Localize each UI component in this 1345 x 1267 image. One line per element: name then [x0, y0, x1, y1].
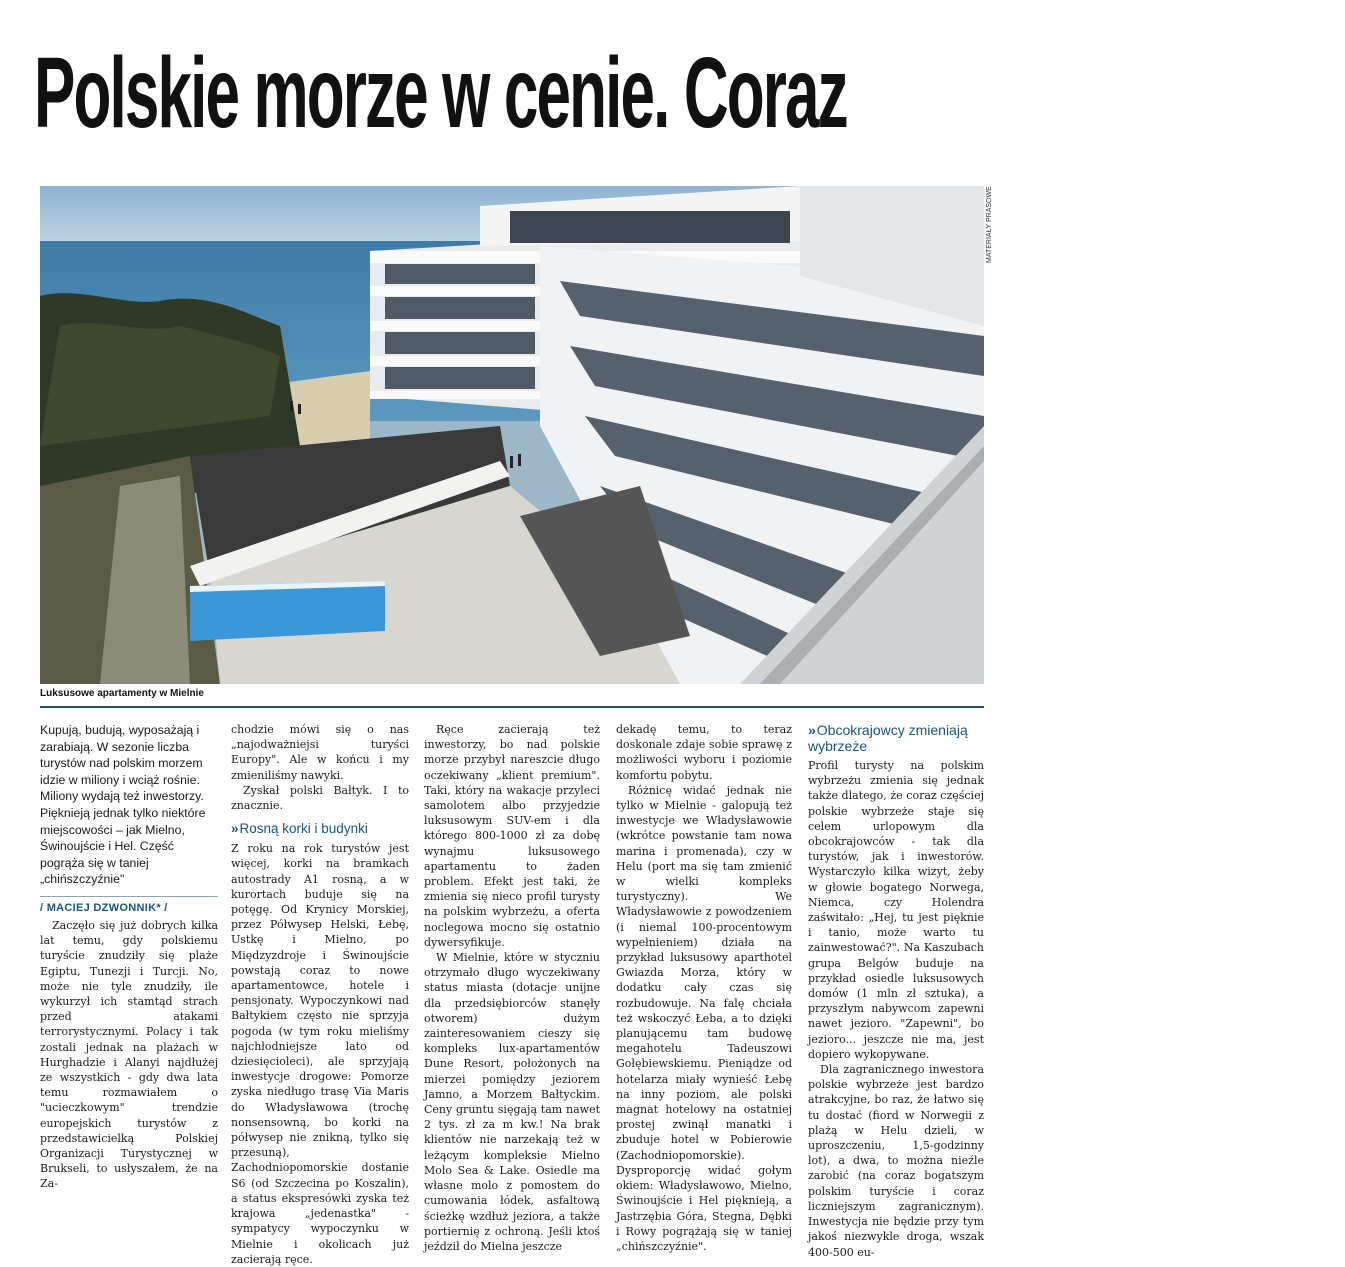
body-paragraph: Zaczęło się już dobrych kilka lat temu, gdy polskiemu turyście znudziły się plaże Egiptu, Tunezji i Turcji. No, może nie tyle znudziły, ile wykurzył ich stamtąd strach przed atakami terrorystycznymi. Polacy i tak zostali jednak na plażach w Hurghadzie i Alanyi najdłużej ze wszystkich - gdy dwa lata temu rozmawiałem o "ucieczkowym" trendzie europejskich turystów z przedstawicielką Polskiej Organizacji Turystycznej w Brukseli, to usłyszałem, że na Za- — [40, 918, 218, 1191]
body-paragraph: Dla zagranicznego inwestora polskie wybrzeże jest bardzo atrakcyjne, bo raz, że łatwo się tu dostać (fiord w Norwegii z plażą w Helu dzieli, w uproszczeniu, 1,5-godzinny lot), a dwa, to można nieźle zarobić (na coraz bogatszym polskim turyście i coraz liczniejszym zagranicznym). Inwestycja nie będzie przy tym jakoś niezwykle droga, wszak 400-500 eu- — [808, 1063, 984, 1259]
headline-text: Polskie morze w cenie. Coraz — [34, 37, 847, 149]
subheading — [231, 821, 409, 837]
hero-photo — [40, 186, 984, 684]
column-4 — [616, 722, 792, 1254]
hotel-photo-illustration — [40, 186, 984, 684]
lead-paragraph: Kupują, budują, wyposażają i zarabiają. W sezonie liczba turystów nad polskim morzem idzie w miliony i wciąż rośnie. Miliony wydają też inwestorzy. Pięknieją jednak tylko niektóre miejscowości – jak Mielno, Świnoujście i Hel. Część pogrąża się w taniej „chińszczyźnie" — [40, 723, 206, 887]
column-2 — [231, 722, 409, 1267]
photo-caption: Luksusowe apartamenty w Mielnie — [40, 688, 204, 699]
body-paragraph: Zyskał polski Bałtyk. I to znacznie. — [231, 783, 409, 813]
photo-credit: MATERIAŁY PRASOWE — [986, 186, 993, 263]
chevron-right-icon: » — [231, 821, 237, 837]
author-byline: / MACIEJ DZWONNIK* / — [40, 896, 218, 918]
headline — [34, 28, 1024, 158]
body-paragraph: W Mielnie, które w styczniu otrzymało długo wyczekiwany status miasta (dotacje unijne dla przedsiębiorców stanęły otworem) dużym zainteresowaniem cieszy się kompleks lux-apartamentów Dune Resort, położonych na mierzei pomiędzy jeziorem Jamno, a Morzem Bałtyckim. Ceny gruntu sięgają tam nawet 2 tys. zł za m kw.! Na brak klientów nie narzekają też w leżącym kompleksie Mielno Molo Sea & Lake. Osiedle ma własne molo z pomostem do cumowania łódek, asfaltową ścieżkę wzdłuż jeziora, a także portiernię z ochroną. Jeśli ktoś jeździł do Mielna jeszcze — [424, 951, 600, 1253]
subheading-text: Rosną korki i budynki — [239, 821, 368, 837]
body-paragraph: Profil turysty na polskim wybrzeżu zmienia się jednak także dlatego, że coraz częściej polskie wybrzeże staje się celem urlopowym dla obcokrajowców - tak dla turystów, jak i inwestorów. Wystarczyło kilka wizyt, żeby w głowie bogatego Norwega, Niemca, czy Holendra zaświtało: „Hej, tu jest pięknie i tanio, może warto tu zainwestować?". Na Kaszubach grupa Belgów buduje na przykład osiedle luksusowych domów (1 mln zł sztuka), a przyszłym nabywcom zapewni nawet jezioro. "Zapewni", bo jezioro... jeszcze nie ma, jest dopiero wykopywane. — [808, 759, 984, 1061]
column-3 — [424, 722, 600, 1254]
body-paragraph: Z roku na rok turystów jest więcej, korki na bramkach autostrady A1 rosną, a w kurortach buduje się na potęgę. Od Krynicy Morskiej, przez Półwysep Helski, Łebę, Ustkę i Mielno, po Międzyzdroje i Świnoujście powstają coraz to nowe apartamentowce, hotele i pensjonaty. Wypoczynkowi nad Bałtykiem często nie sprzyja pogoda (w tym roku mieliśmy najchłodniejsze lato od dziesięcioleci), ale sprzyjają inwestycje drogowe: Pomorze zyska niedługo trasę Via Maris do Władysławowa (trochę nonsensowną, bo korki na półwysep nie znikną, tylko się przesuną), Zachodniopomorskie dostanie S6 (od Szczecina po Koszalin), a status ekspresówki zyska też krajowa „jedenastka" - sympatycy wypoczynku w Mielnie i okolicach już zacierają ręce. — [231, 842, 409, 1266]
subheading-text: Obcokrajowcy zmieniają wybrzeże — [808, 722, 968, 754]
body-paragraph: Różnicę widać jednak nie tylko w Mielnie - galopują też inwestycje we Władysławowie (wkrótce powstanie tam nowa marina i promenada), czy w Helu (port ma się tam zmienić w wielki kompleks turystyczny). We Władysławowie z powodzeniem (i niemal 100-procentowym wypełnieniem) działa na przykład luksusowy aparthotel Gwiazda Morza, który w dodatku cały czas się rozbudowuje. Na falę chciała też wskoczyć Łeba, a to dzięki planującemu tam budowę megahotelu Tadeuszowi Gołębiewskiemu. Pieniądze od hotelarza miały wynieść Łebę na inny poziom, ale polski magnat hotelowy na ostatniej prostej zwinął manatki i zbuduje hotel w Pobierowie (Zachodniopomorskie). Dysproporcję widać gołym okiem: Władysławowo, Mielno, Świnoujście i Hel pięknieją, a Jastrzębia Góra, Stegna, Dębki i Rowy pogrążają się w taniej „chińszczyźnie". — [616, 783, 792, 1253]
column-1 — [40, 722, 218, 1192]
subheading — [808, 722, 984, 754]
chevron-right-icon: » — [808, 722, 814, 738]
body-paragraph: Ręce zacierają też inwestorzy, bo nad polskie morze przybył nareszcie długo oczekiwany „klient premium". Taki, który na wakacje przyleci samolotem albo przyjedzie luksusowym SUV-em i dla którego 800-1000 zł za dobę wynajmu luksusowego apartamentu to żaden problem. Efekt jest taki, że zmienia się nieco profil turysty na polskim wybrzeżu, a oferta noclegowa mocno się ostatnio dywersyfikuje. — [424, 723, 600, 949]
body-paragraph: dekadę temu, to teraz doskonale zdaje sobie sprawę z możliwości wyboru i poziomie komfortu pobytu. — [616, 723, 792, 782]
body-paragraph: chodzie mówi się o nas „najodważniejsi turyści Europy". Ale w końcu i my zmieniliśmy nawyki. — [231, 723, 409, 782]
column-5 — [808, 722, 984, 1260]
section-divider — [40, 706, 984, 708]
